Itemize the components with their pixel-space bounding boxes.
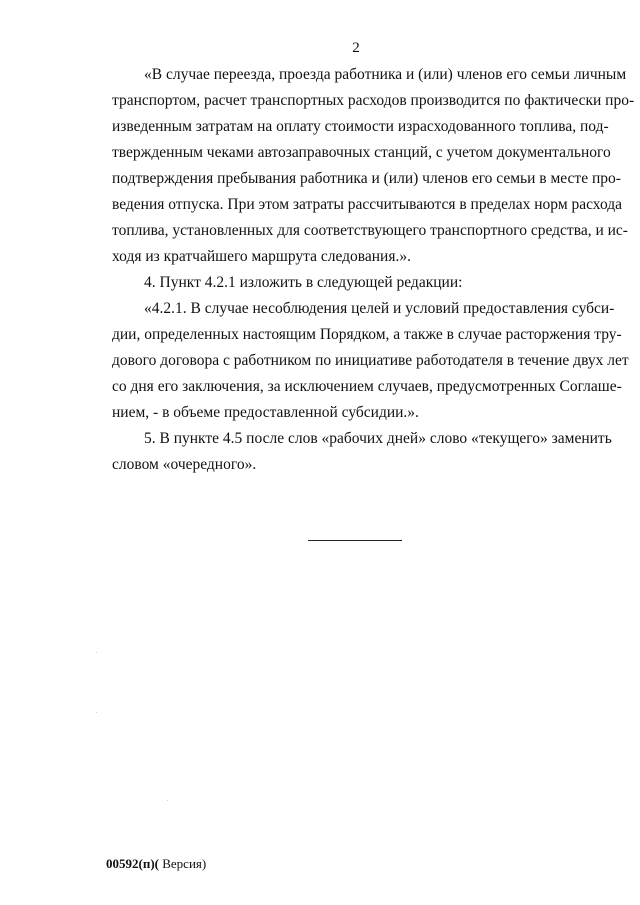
scan-speck — [96, 712, 97, 713]
paragraph-1-line-8: ходя из кратчайшего маршрута следования.». — [112, 248, 411, 265]
paragraph-3-line-3: дового договора с работником по инициативе работодателя в течение двух лет — [112, 352, 629, 369]
paragraph-3-line-1: «4.2.1. В случае несоблюдения целей и условий предоставления субси- — [144, 300, 615, 317]
paragraph-1-line-7: топлива, установленных для соответствующего транспортного средства, и ис- — [112, 222, 628, 239]
document-footer-code — [106, 856, 206, 872]
paragraph-1-line-1: «В случае переезда, проезда работника и (или) членов его семьи личным — [144, 66, 627, 83]
paragraph-1-line-6: ведения отпуска. При этом затраты рассчитываются в пределах норм расхода — [112, 196, 623, 213]
paragraph-1-line-5: подтверждения пребывания работника и (или) членов его семьи в месте про- — [112, 170, 621, 187]
footer-version-label: Версия) — [158, 856, 207, 871]
paragraph-3-line-4: со дня его заключения, за исключением случаев, предусмотренных Соглаше- — [112, 378, 622, 395]
paragraph-1-line-2: транспортом, расчет транспортных расходов производится по фактически про- — [112, 92, 635, 109]
paragraph-1-line-3: изведенным затратам на оплату стоимости израсходованного топлива, под- — [112, 118, 609, 135]
paragraph-2-line-1: 4. Пункт 4.2.1 изложить в следующей редакции: — [144, 274, 463, 291]
paragraph-3-line-2: дии, определенных настоящим Порядком, а также в случае расторжения тру- — [112, 326, 622, 343]
scan-speck — [96, 652, 97, 653]
paragraph-4-line-1: 5. В пункте 4.5 после слов «рабочих дней» слово «текущего» заменить — [144, 430, 612, 447]
paragraph-3-line-5: нием, - в объеме предоставленной субсидии.». — [112, 404, 419, 421]
paragraph-4-line-2: словом «очередного». — [112, 456, 257, 473]
scan-speck — [167, 800, 168, 801]
closing-divider-line — [308, 540, 402, 541]
page-number: 2 — [352, 40, 360, 56]
footer-doc-code: 00592(п)( — [106, 856, 159, 871]
paragraph-1-line-4: твержденным чеками автозаправочных станций, с учетом документального — [112, 144, 611, 161]
document-body — [112, 62, 635, 478]
